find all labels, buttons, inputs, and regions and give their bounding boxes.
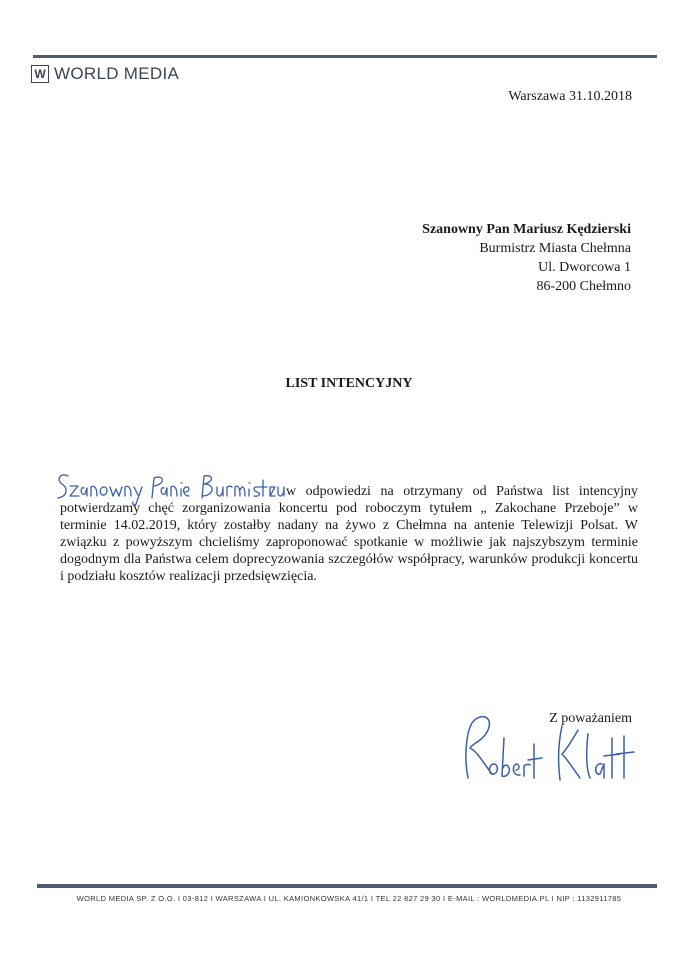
company-logo xyxy=(31,64,179,84)
letter-body-text: w odpowiedzi na otrzymany od Państwa list intencyjny potwierdzamy chęć zorganizowania koncertu pod roboczym tytułem „ Zakochane Przeboje” w terminie 14.02.2019, który zostałby nadany na żywo z Chełmna na antenie Telewizji Polsat. W związku z powyższym chcieliśmy zaproponować spotkanie w możliwie jak najszybszym terminie dogodnym dla Państwa celem doprecyzowania szczegółów współpracy, warunków produkcji koncertu i podziału kosztów realizacji przedsięwzięcia. xyxy=(60,484,638,584)
recipient-name: Szanowny Pan Mariusz Kędzierski xyxy=(422,222,631,237)
closing-phrase: Z poważaniem xyxy=(549,711,632,726)
recipient-title: Burmistrz Miasta Chełmna xyxy=(479,241,631,256)
recipient-city: 86-200 Chełmno xyxy=(536,279,631,294)
letter-date: Warszawa 31.10.2018 xyxy=(508,89,632,104)
handwritten-signature xyxy=(454,708,644,788)
letter-title: LIST INTENCYJNY xyxy=(285,376,413,391)
company-footer: WORLD MEDIA SP. Z O.O. I 03-812 I WARSZAWA I UL. KAMIONKOWSKA 41/1 I TEL 22 827 29 30 I E-MAIL : WORLDMEDIA.PL I NIP : 1132911785 xyxy=(76,894,622,903)
logo-text: WORLD MEDIA xyxy=(54,64,180,83)
logo-mark-icon: W xyxy=(31,65,49,83)
recipient-street: Ul. Dworcowa 1 xyxy=(538,260,631,275)
recipient-block xyxy=(422,220,631,296)
footer-rule xyxy=(37,884,657,888)
header-rule xyxy=(33,55,657,58)
letter-body xyxy=(60,483,638,585)
